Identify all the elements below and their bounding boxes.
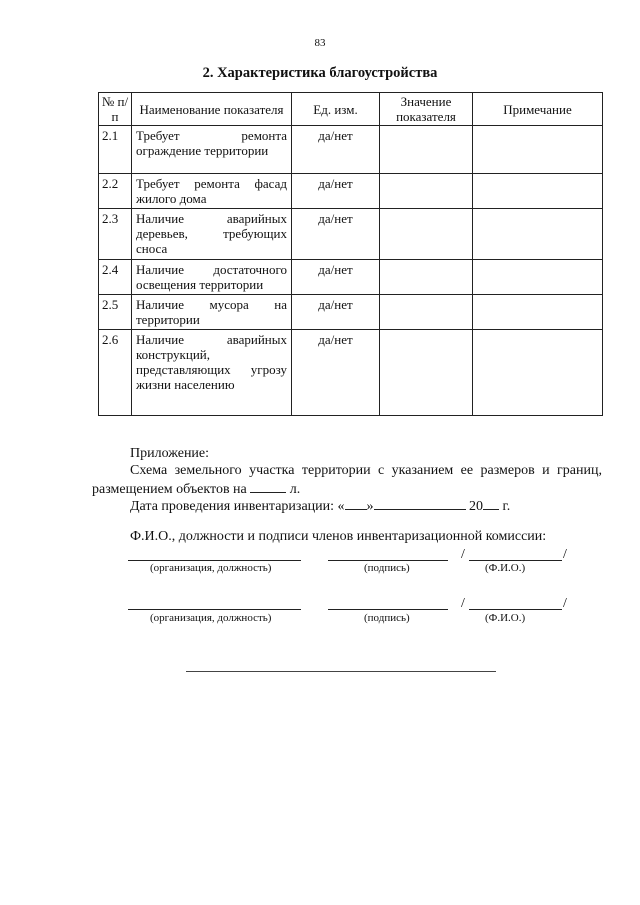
table-header-row [99, 93, 603, 126]
signature-line[interactable] [328, 609, 448, 610]
date-year: 20 [469, 499, 484, 514]
row-number: 2.1 [99, 126, 132, 174]
date-suffix: г. [502, 499, 511, 514]
caption-organization: (организация, должность) [150, 562, 272, 574]
bottom-divider [186, 671, 496, 672]
caption-organization: (организация, должность) [150, 612, 272, 624]
signature-row [128, 594, 588, 610]
table-row [99, 295, 603, 330]
section-title: 2. Характеристика благоустройства [202, 65, 438, 81]
table-row [99, 260, 603, 295]
date-prefix: Дата проведения инвентаризации: « [130, 499, 345, 514]
date-day-blank[interactable] [345, 496, 367, 510]
table-row [99, 209, 603, 260]
caption-signature: (подпись) [364, 612, 410, 624]
row-unit: да/нет [292, 260, 380, 295]
row-value-cell[interactable] [380, 295, 473, 330]
row-unit: да/нет [292, 174, 380, 209]
fio-close-slash: / [563, 596, 567, 611]
row-value-cell[interactable] [380, 260, 473, 295]
row-unit: да/нет [292, 209, 380, 260]
header-name: Наименование показателя [132, 93, 292, 126]
fio-line[interactable] [469, 609, 562, 610]
row-name: Требует ремонта фасад жилого дома [132, 174, 292, 209]
row-unit: да/нет [292, 126, 380, 174]
organization-line[interactable] [128, 560, 301, 561]
row-name: Наличие мусора на территории [132, 295, 292, 330]
row-number: 2.2 [99, 174, 132, 209]
row-note-cell[interactable] [473, 330, 603, 416]
fio-open-slash: / [461, 596, 465, 611]
row-unit: да/нет [292, 330, 380, 416]
date-year-blank[interactable] [483, 496, 499, 510]
row-name: Наличие достаточного освещения территории [132, 260, 292, 295]
row-value-cell[interactable] [380, 126, 473, 174]
organization-line[interactable] [128, 609, 301, 610]
row-number: 2.5 [99, 295, 132, 330]
fio-open-slash: / [461, 547, 465, 562]
row-number: 2.4 [99, 260, 132, 295]
row-note-cell[interactable] [473, 260, 603, 295]
table-row [99, 174, 603, 209]
caption-fio: (Ф.И.О.) [485, 612, 526, 624]
appendix-text [92, 462, 602, 498]
row-unit: да/нет [292, 295, 380, 330]
row-name: Требует ремонта ограждение территории [132, 126, 292, 174]
fio-close-slash: / [563, 547, 567, 562]
fio-line[interactable] [469, 560, 562, 561]
header-value: Значение показателя [380, 93, 473, 126]
caption-signature: (подпись) [364, 562, 410, 574]
characteristics-table [98, 92, 603, 416]
row-value-cell[interactable] [380, 174, 473, 209]
appendix-text-start: Схема земельного участка территории с указанием ее размеров и границ, размещением объектов на [92, 463, 602, 497]
row-number: 2.3 [99, 209, 132, 260]
header-number: № п/п [99, 93, 132, 126]
date-month-blank[interactable] [374, 496, 466, 510]
header-unit: Ед. изм. [292, 93, 380, 126]
caption-fio: (Ф.И.О.) [485, 562, 526, 574]
sheet-count-blank[interactable] [250, 479, 286, 493]
commission-title: Ф.И.О., должности и подписи членов инвентаризационной комиссии: [130, 529, 547, 544]
date-mid: » [366, 499, 374, 514]
header-note: Примечание [473, 93, 603, 126]
row-note-cell[interactable] [473, 174, 603, 209]
row-note-cell[interactable] [473, 126, 603, 174]
row-note-cell[interactable] [473, 295, 603, 330]
row-number: 2.6 [99, 330, 132, 416]
row-value-cell[interactable] [380, 209, 473, 260]
signature-line[interactable] [328, 560, 448, 561]
row-value-cell[interactable] [380, 330, 473, 416]
row-name: Наличие аварийных конструкций, представляющих угрозу жизни населению [132, 330, 292, 416]
row-name: Наличие аварийных деревьев, требующих сноса [132, 209, 292, 260]
table-row [99, 126, 603, 174]
table-row [99, 330, 603, 416]
appendix-title: Приложение: [130, 446, 210, 461]
signature-row [128, 545, 588, 561]
appendix-text-end: л. [289, 482, 301, 497]
row-note-cell[interactable] [473, 209, 603, 260]
page-number: 83 [314, 37, 326, 49]
inventory-date-line [130, 496, 640, 515]
